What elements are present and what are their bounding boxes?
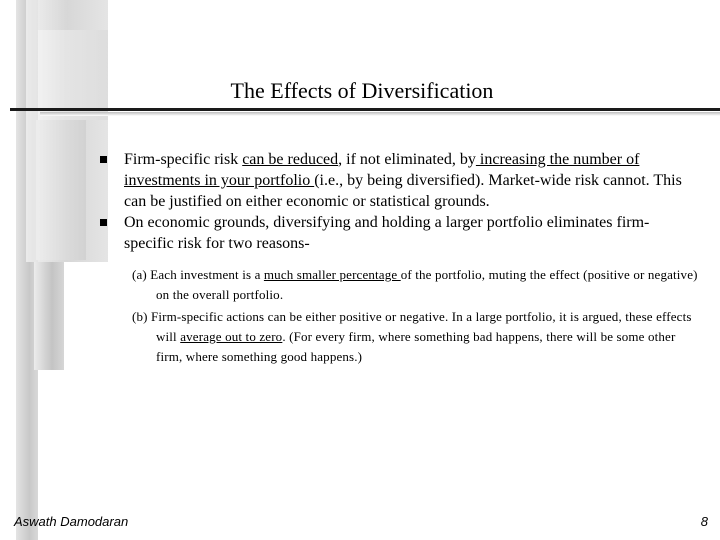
bullet-text xyxy=(124,151,682,210)
subpoint-item xyxy=(132,307,704,367)
slide-title: The Effects of Diversification xyxy=(230,78,494,103)
underlined-text-run: increasing the number of investments in your portfolio xyxy=(124,151,640,189)
text-run: (i.e., by being diversified). Market-wide risk cannot. This can be justified on either economic or statistical grounds. xyxy=(124,172,682,210)
subpoint-item xyxy=(132,265,704,305)
text-run: Firm-specific risk xyxy=(124,151,243,168)
text-run: , if not eliminated, by xyxy=(338,151,476,168)
text-run: (a) Each investment is a xyxy=(132,267,264,282)
bullet-item xyxy=(96,149,696,212)
bullet-list xyxy=(96,149,696,254)
footer-author: Aswath Damodaran xyxy=(14,514,129,529)
left-decoration-shade xyxy=(36,120,86,260)
underlined-text-run: average out to zero xyxy=(180,329,283,344)
bullet-item xyxy=(96,212,696,254)
left-decoration-block xyxy=(34,262,64,370)
bullet-square-icon xyxy=(100,219,107,226)
text-run: . (For every firm, where something bad happens, there will be some other firm, where something good happens.) xyxy=(156,329,676,364)
bullet-square-icon xyxy=(100,156,107,163)
underlined-text-run: much smaller percentage xyxy=(263,267,401,282)
page-number: 8 xyxy=(700,514,708,529)
title-divider xyxy=(10,108,720,111)
bullet-text xyxy=(124,214,649,252)
text-run: (b) Firm-specific actions can be either positive or negative. In a large portfolio, it is argued, these effects will xyxy=(132,309,692,344)
text-run: On economic grounds, diversifying and holding a larger portfolio eliminates firm-specific risk for two reasons- xyxy=(124,214,650,252)
left-decoration-shade xyxy=(38,30,108,120)
underlined-text-run: can be reduced xyxy=(242,151,339,168)
title-divider-shadow xyxy=(40,112,720,116)
text-run: of the portfolio, muting the effect (positive or negative) on the overall portfolio. xyxy=(156,267,698,302)
subpoint-list xyxy=(132,265,704,369)
